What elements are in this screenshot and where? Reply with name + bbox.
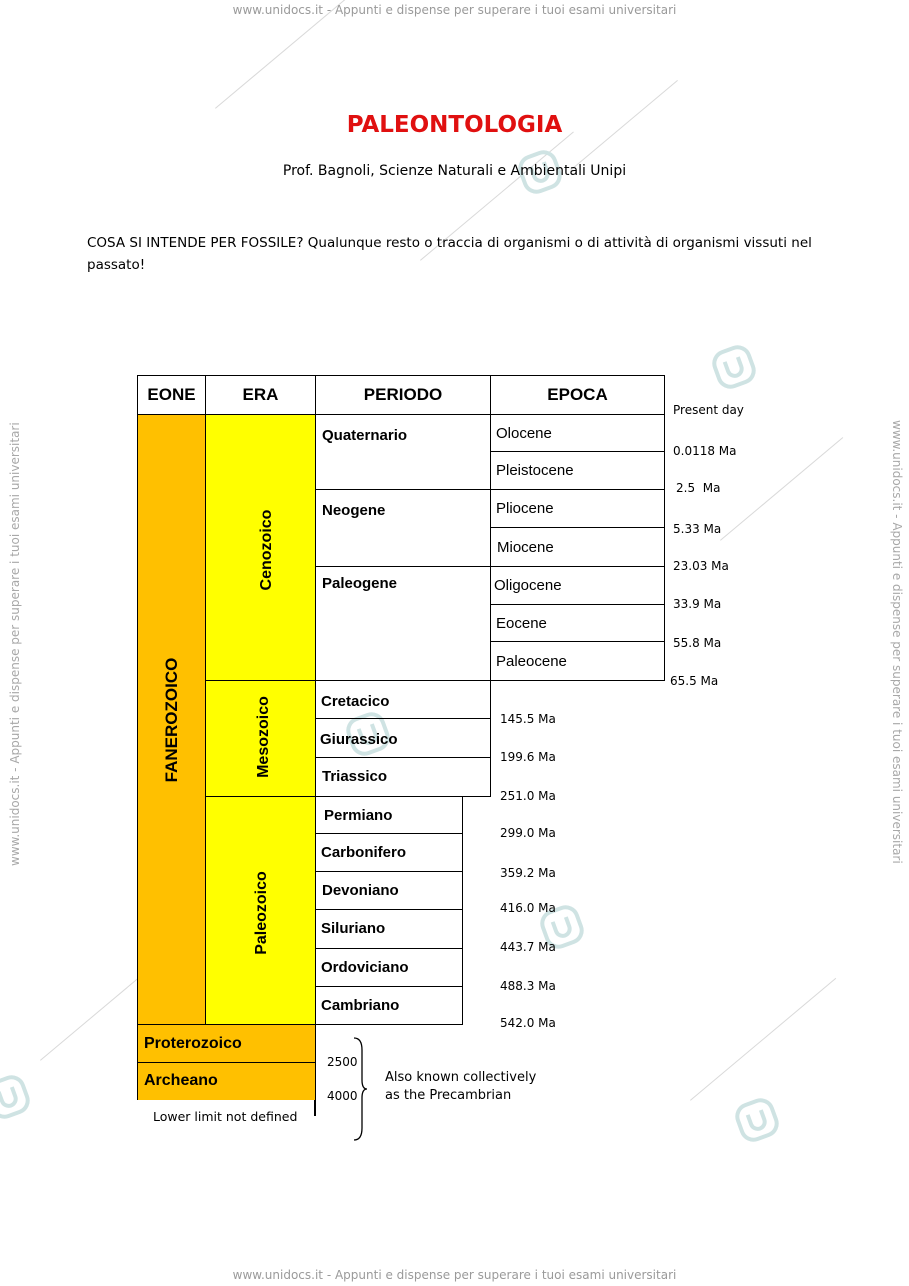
age-label: 0.0118 Ma	[673, 444, 737, 458]
epoch-eocene: Eocene	[490, 604, 665, 642]
era-cenozoico: Cenozoico	[258, 509, 275, 591]
age-4000: 4000	[327, 1089, 358, 1103]
epoch-miocene: Miocene	[490, 527, 665, 567]
watermark-line	[690, 978, 836, 1101]
period-ordoviciano: Ordoviciano	[315, 948, 463, 987]
age-label: 542.0 Ma	[500, 1016, 556, 1030]
watermark-line	[720, 437, 843, 541]
age-2500: 2500	[327, 1055, 358, 1069]
epoch-olocene: Olocene	[490, 414, 665, 452]
period-giurassico: Giurassico	[315, 718, 491, 758]
header-eone: EONE	[137, 375, 206, 415]
epoch-pleistocene: Pleistocene	[490, 451, 665, 490]
age-label: 65.5 Ma	[670, 674, 719, 688]
period-cambriano: Cambriano	[315, 986, 463, 1025]
period-permiano: Permiano	[315, 796, 463, 834]
header-epoca: EPOCA	[490, 375, 665, 415]
era-paleozoico: Paleozoico	[253, 871, 270, 955]
epoch-pliocene: Pliocene	[490, 489, 665, 528]
period-devoniano: Devoniano	[315, 871, 463, 910]
age-label: 488.3 Ma	[500, 979, 556, 993]
watermark-bottom: www.unidocs.it - Appunti e dispense per superare i tuoi esami universitari	[232, 1268, 677, 1282]
table-edge	[314, 1100, 316, 1116]
age-label: 55.8 Ma	[673, 636, 722, 650]
age-label: 5.33 Ma	[673, 522, 722, 536]
age-label: 145.5 Ma	[500, 712, 556, 726]
precambrian-note-line1: Also known collectively	[385, 1070, 537, 1085]
lower-limit-label: Lower limit not defined	[153, 1109, 298, 1124]
watermark-left: www.unidocs.it - Appunti e dispense per superare i tuoi esami universitari	[8, 422, 22, 866]
watermark-top: www.unidocs.it - Appunti e dispense per superare i tuoi esami universitari	[232, 3, 677, 17]
age-label: 251.0 Ma	[500, 789, 556, 803]
era-mesozoico: Mesozoico	[255, 696, 272, 778]
eon-fanerozoico: FANEROZOICO	[162, 657, 181, 783]
unidocs-logo-icon	[0, 1075, 30, 1119]
period-quaternario: Quaternario	[315, 414, 491, 490]
epoch-oligocene: Oligocene	[490, 566, 665, 605]
period-neogene: Neogene	[315, 489, 491, 567]
period-triassico: Triassico	[315, 757, 491, 797]
age-label: Present day	[673, 403, 744, 417]
age-label: 416.0 Ma	[500, 901, 556, 915]
period-carbonifero: Carbonifero	[315, 833, 463, 872]
page-subtitle: Prof. Bagnoli, Scienze Naturali e Ambientali Unipi	[282, 163, 627, 179]
unidocs-logo-icon	[735, 1098, 779, 1142]
age-label: 199.6 Ma	[500, 750, 556, 764]
period-paleogene: Paleogene	[315, 566, 491, 681]
header-era: ERA	[205, 375, 316, 415]
age-label: 23.03 Ma	[673, 559, 729, 573]
period-cretacico: Cretacico	[315, 680, 491, 719]
age-label: 299.0 Ma	[500, 826, 556, 840]
curly-brace-icon	[352, 1036, 368, 1142]
header-periodo: PERIODO	[315, 375, 491, 415]
watermark-right: www.unidocs.it - Appunti e dispense per superare i tuoi esami universitari	[890, 420, 904, 864]
page-title: PALEONTOLOGIA	[346, 112, 563, 138]
period-siluriano: Siluriano	[315, 909, 463, 949]
eon-proterozoico: Proterozoico	[137, 1024, 316, 1063]
age-label: 2.5 Ma	[676, 481, 721, 495]
epoch-paleocene: Paleocene	[490, 641, 665, 681]
intro-paragraph: COSA SI INTENDE PER FOSSILE? Qualunque resto o traccia di organismi o di attività di organismi vissuti nel passato!	[87, 235, 812, 273]
age-label: 33.9 Ma	[673, 597, 722, 611]
eon-archeano: Archeano	[137, 1062, 316, 1100]
precambrian-note-line2: as the Precambrian	[385, 1088, 512, 1103]
age-label: 359.2 Ma	[500, 866, 556, 880]
age-label: 443.7 Ma	[500, 940, 556, 954]
unidocs-logo-icon	[712, 345, 756, 389]
